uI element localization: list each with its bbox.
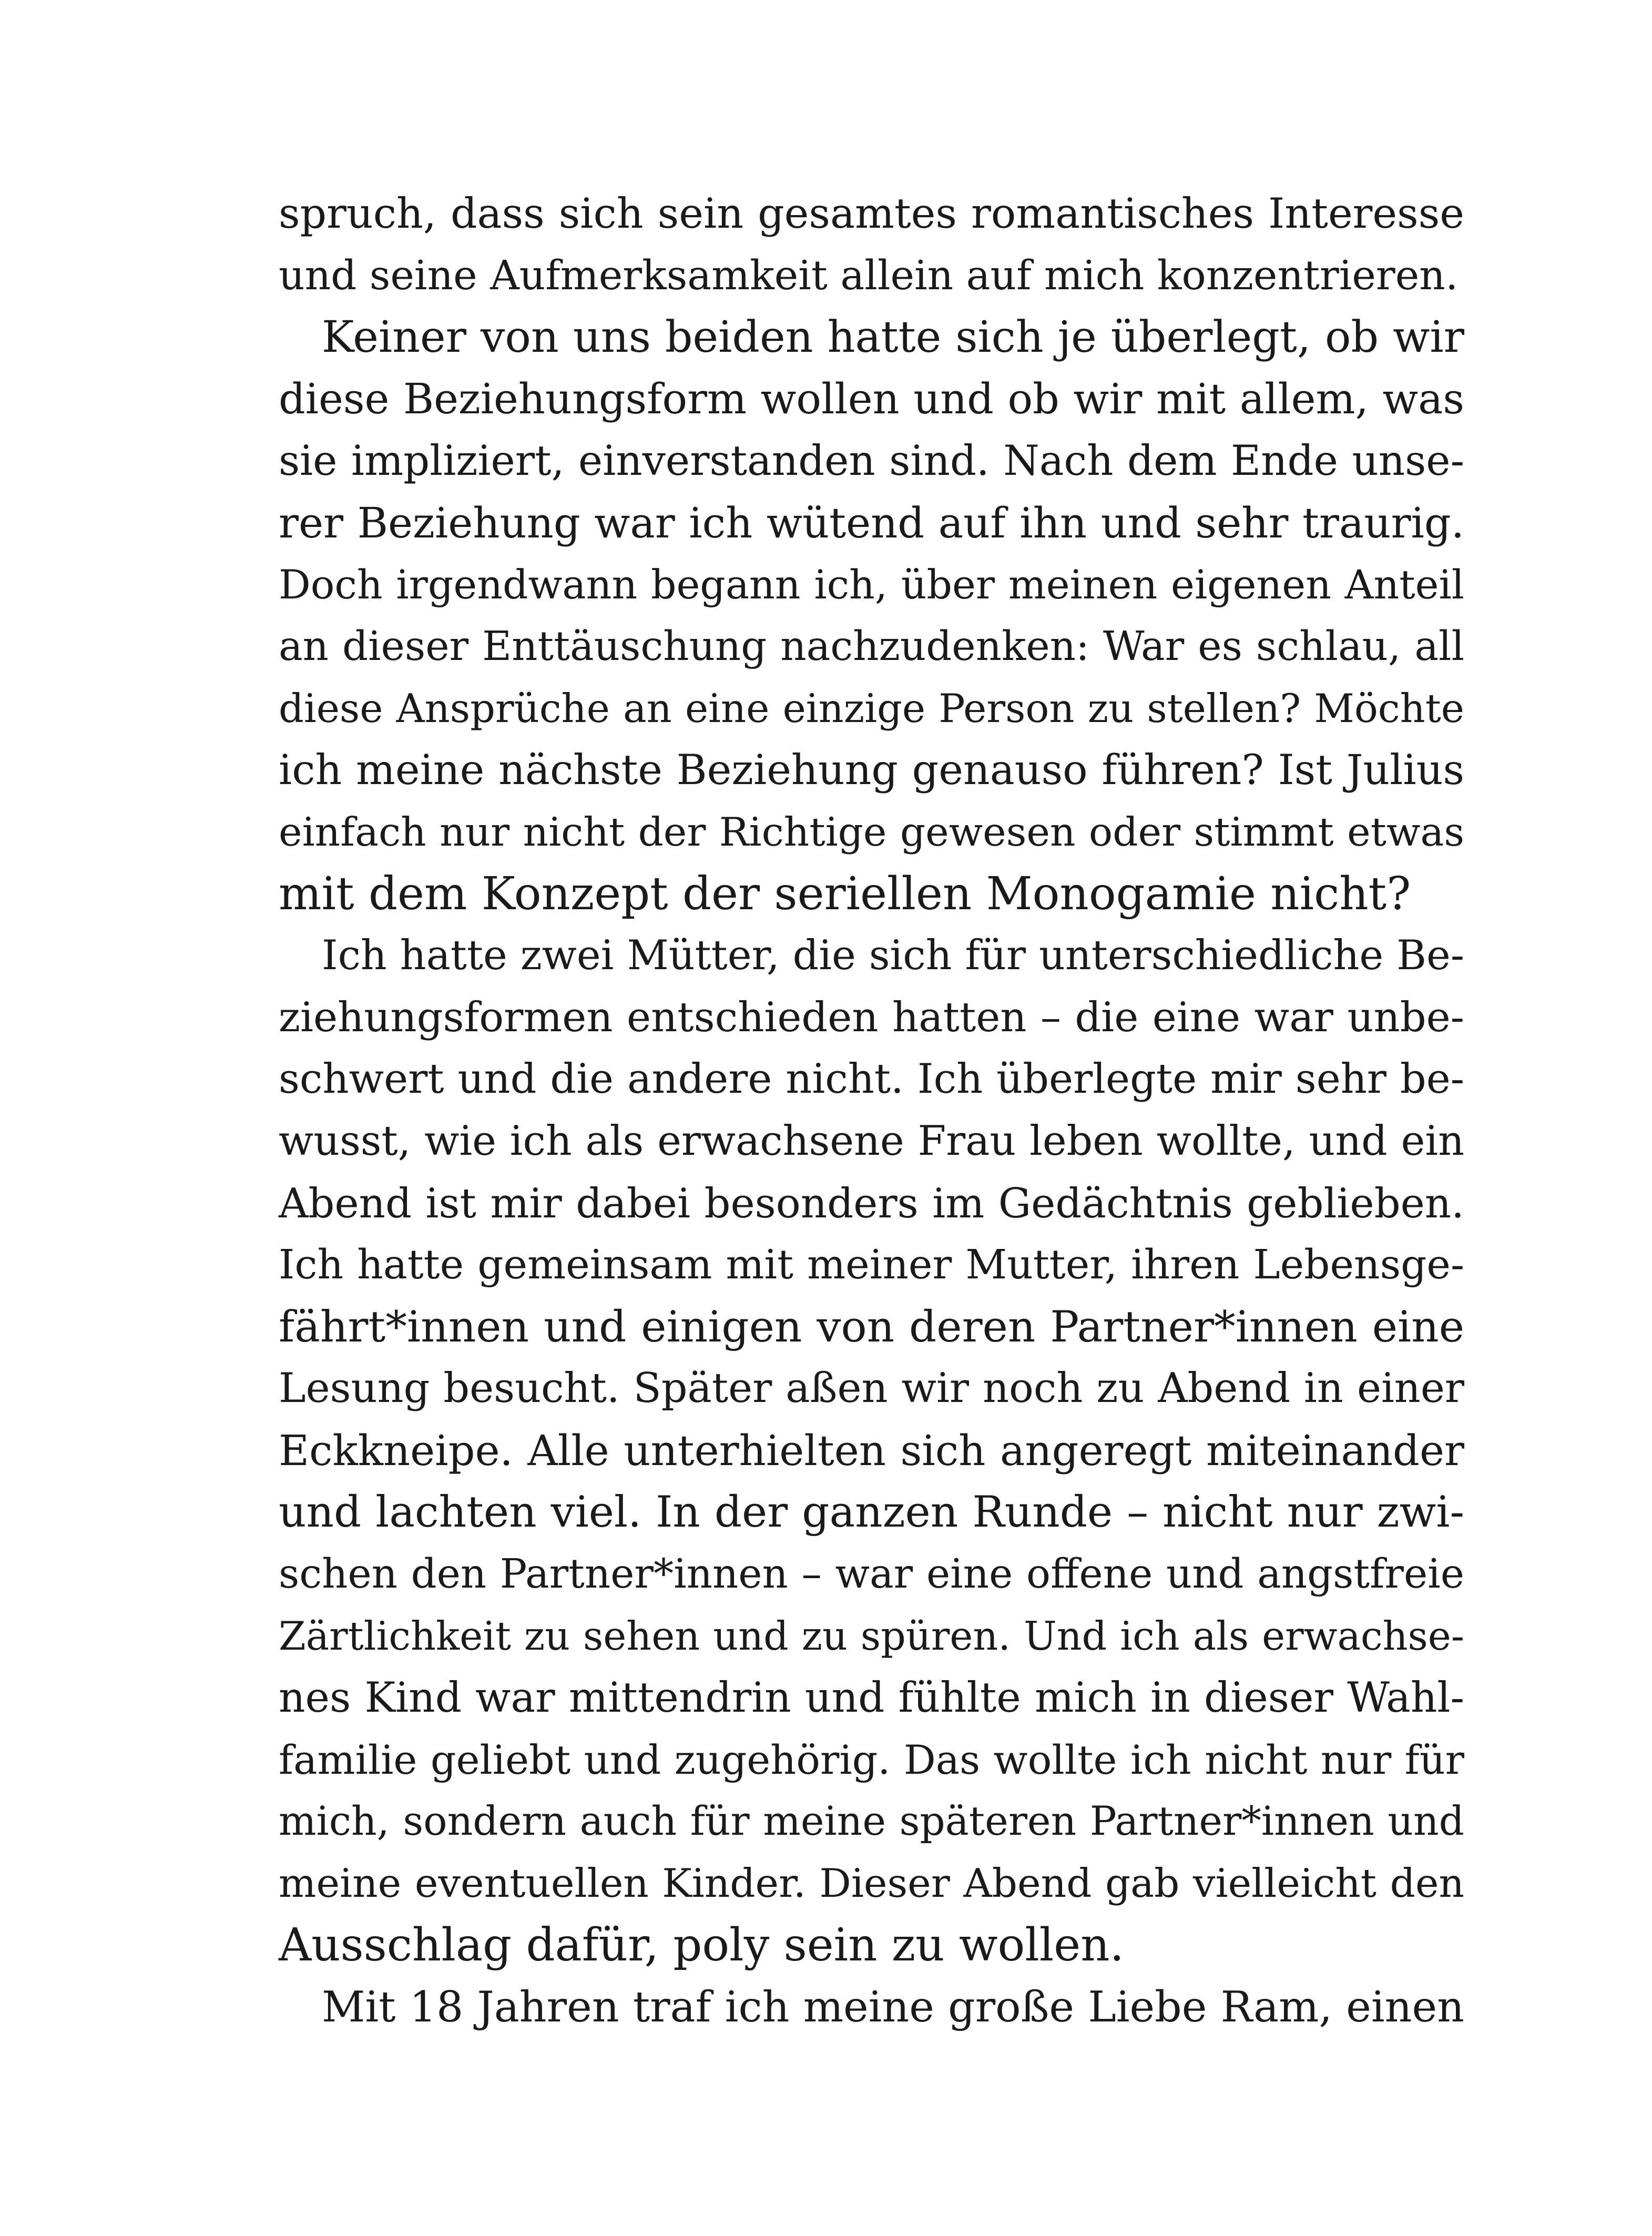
paragraph: [279, 925, 1464, 1976]
text-line: diese Beziehungsform wollen und ob wir mit allem, was: [279, 374, 1464, 423]
text-line: Lesung besucht. Später aßen wir noch zu Abend in einer: [279, 1365, 1464, 1412]
text-line: meine eventuellen Kinder. Dieser Abend gab vielleicht den: [279, 1860, 1464, 1907]
text-line: Eckkneipe. Alle unterhielten sich angeregt miteinander: [279, 1426, 1464, 1475]
text-line: rer Beziehung war ich wütend auf ihn und sehr traurig.: [279, 498, 1464, 547]
text-line: diese Ansprüche an eine einzige Person zu stellen? Möchte: [279, 685, 1464, 731]
text-line: an dieser Enttäuschung nachzudenken: War es schlau, all: [279, 623, 1464, 670]
text-line: wusst, wie ich als erwachsene Frau leben wollte, und ein: [279, 1117, 1464, 1165]
text-line: mich, sondern auch für meine späteren Partner*innen und: [279, 1798, 1464, 1845]
text-line: Mit 18 Jahren traf ich meine große Liebe Ram, einen: [322, 1982, 1464, 2032]
paragraph: [279, 307, 1464, 925]
text-line: schwert und die andere nicht. Ich überlegte mir sehr be-: [279, 1055, 1464, 1103]
paragraph: [279, 1976, 1464, 2038]
text-line: ziehungsformen entschieden hatten – die eine war unbe-: [279, 993, 1464, 1041]
text-line: Zärtlichkeit zu sehen und zu spüren. Und ich als erwachse-: [279, 1613, 1464, 1659]
text-line: und lachten viel. In der ganzen Runde – nicht nur zwi-: [279, 1487, 1464, 1538]
book-page: [279, 183, 1464, 2038]
text-line: Doch irgendwann begann ich, über meinen eigenen Anteil: [279, 561, 1464, 608]
text-line: mit dem Konzept der seriellen Monogamie nicht?: [279, 867, 1411, 920]
text-line: und seine Aufmerksamkeit allein auf mich konzentrieren.: [279, 252, 1459, 299]
text-line: ich meine nächste Beziehung genauso führen? Ist Julius: [279, 746, 1464, 795]
text-line: Abend ist mir dabei besonders im Gedächtnis geblieben.: [279, 1179, 1464, 1227]
text-line: Ich hatte gemeinsam mit meiner Mutter, ihren Lebensge-: [279, 1242, 1464, 1289]
text-line: Keiner von uns beiden hatte sich je überlegt, ob wir: [322, 312, 1464, 363]
text-line: familie geliebt und zugehörig. Das wollte ich nicht nur für: [279, 1736, 1464, 1783]
text-line: fährt*innen und einigen von deren Partner*innen eine: [279, 1302, 1464, 1352]
paragraph-continuation: [279, 183, 1464, 307]
text-line: Ich hatte zwei Mütter, die sich für unterschiedliche Be-: [322, 932, 1464, 980]
text-line: spruch, dass sich sein gesamtes romantisches Interesse: [279, 189, 1464, 238]
text-line: Ausschlag dafür, poly sein zu wollen.: [279, 1918, 1124, 1971]
text-line: schen den Partner*innen – war eine offene und angstfreie: [279, 1551, 1464, 1598]
text-line: sie impliziert, einverstanden sind. Nach dem Ende unse-: [279, 437, 1464, 485]
text-line: nes Kind war mittendrin und fühlte mich in dieser Wahl-: [279, 1673, 1464, 1722]
text-line: einfach nur nicht der Richtige gewesen oder stimmt etwas: [279, 808, 1464, 855]
